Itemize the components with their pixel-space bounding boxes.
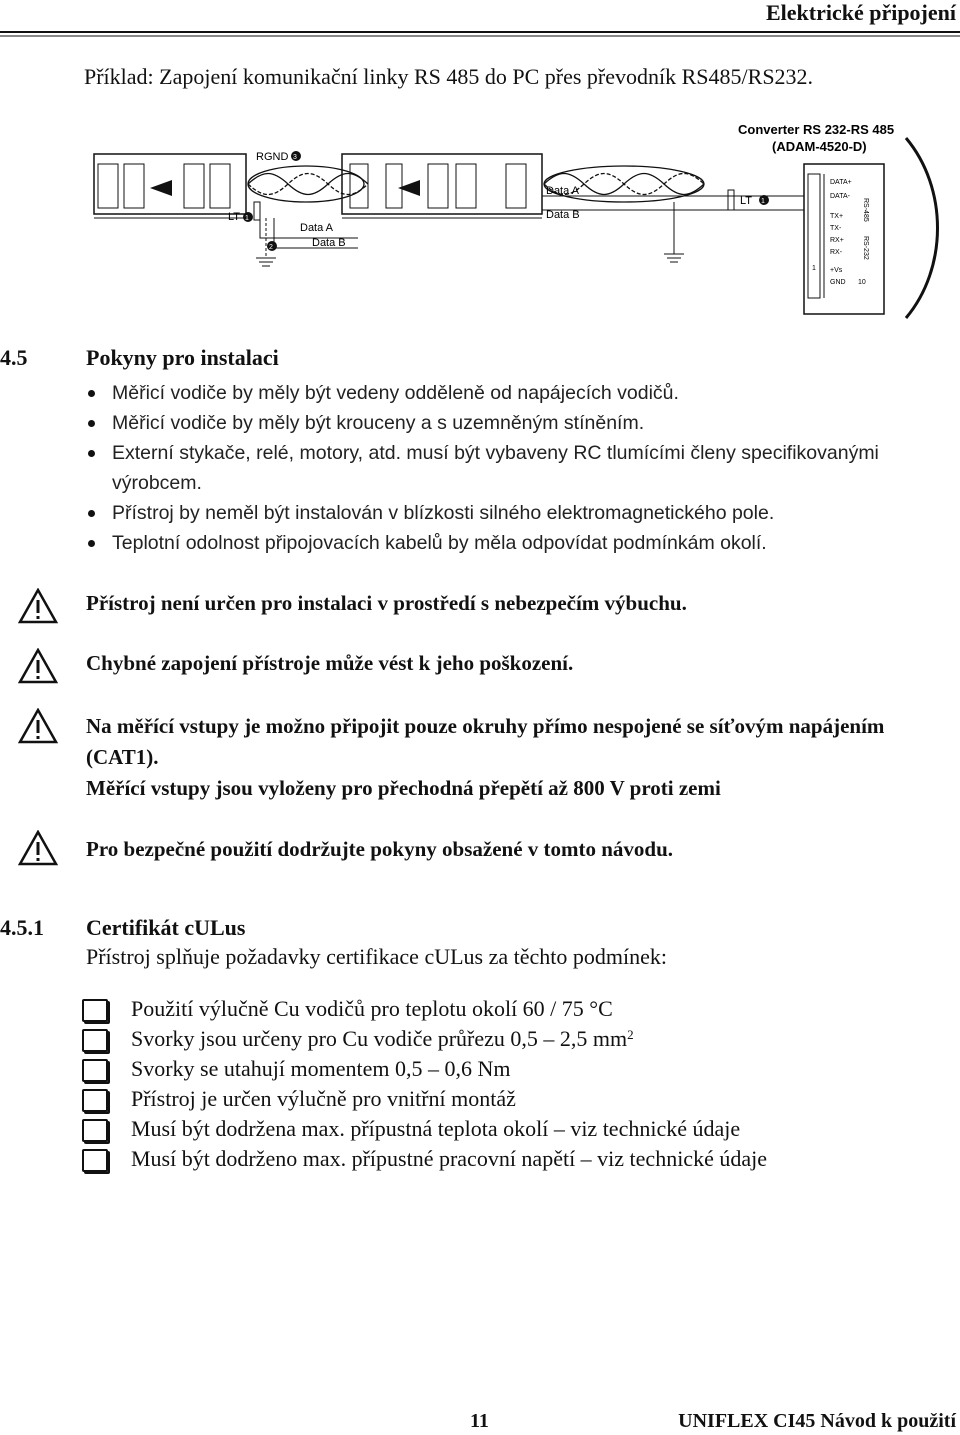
svg-text:10: 10 (858, 279, 866, 286)
lt-label-right: LT (740, 195, 753, 207)
footer-title: UNIFLEX CI45 Návod k použití (678, 1410, 956, 1432)
warning-text: Měřící vstupy jsou vyloženy pro přechodná přepětí až 800 V proti zemi (86, 776, 721, 800)
checkbox-icon (82, 1119, 108, 1142)
list-item: Svorky se utahují momentem 0,5 – 0,6 Nm (82, 1054, 767, 1084)
svg-text:1: 1 (812, 265, 816, 272)
svg-text:GND: GND (830, 279, 846, 286)
data-b-label-left: Data B (312, 237, 346, 249)
svg-text:1: 1 (245, 215, 249, 222)
checkbox-icon (82, 1029, 108, 1052)
cert-intro: Přístroj splňuje požadavky certifikace cULus za těchto podmínek: (86, 944, 667, 969)
rs485-wiring-diagram (88, 118, 960, 322)
data-b-label-right: Data B (546, 209, 580, 221)
subsection-number: 4.5.1 (0, 915, 44, 940)
list-item: Svorky jsou určeny pro Cu vodiče průřezu 0,5 – 2,5 $mm^2$ (82, 1024, 767, 1054)
subsection-title: Certifikát cULus (86, 915, 246, 940)
list-item: Musí být dodrženo max. přípustné pracovní napětí – viz technické údaje (82, 1144, 767, 1174)
data-a-label-left: Data A (300, 222, 334, 234)
terminal-block-2 (342, 154, 542, 218)
checkbox-icon (82, 1089, 108, 1112)
checkbox-icon (82, 1059, 108, 1082)
install-bullets (86, 378, 946, 558)
warning-icon (18, 588, 58, 624)
page-number: 11 (470, 1410, 489, 1432)
header-rule (0, 30, 960, 40)
svg-text:TX+: TX+ (830, 213, 844, 220)
svg-text:2: 2 (269, 244, 273, 251)
svg-text:3: 3 (293, 154, 297, 161)
list-item: Přístroj je určen výlučně pro vnitřní montáž (82, 1084, 767, 1114)
converter-device (804, 138, 938, 318)
svg-text:RS-485: RS-485 (862, 198, 869, 222)
warning-icon (18, 648, 58, 684)
checkbox-icon (82, 999, 108, 1022)
section-number: 4.5 (0, 345, 28, 370)
lt-label-left: LT (228, 211, 241, 223)
terminal-block-1 (94, 154, 246, 218)
list-item: Přístroj by neměl být instalován v blízkosti silného elektromagnetického pole. (86, 498, 946, 528)
header-title: Elektrické připojení (765, 0, 956, 25)
converter-label-2: (ADAM-4520-D) (772, 139, 867, 154)
warning-icon (18, 830, 58, 866)
list-item: Externí stykače, relé, motory, atd. musí být vybaveny RC tlumícími členy specifikovanými výrobcem. (86, 438, 946, 498)
converter-label-1: Converter RS 232-RS 485 (738, 122, 895, 137)
list-item: Teplotní odolnost připojovacích kabelů by měla odpovídat podmínkám okolí. (86, 528, 946, 558)
list-item: Použití výlučně Cu vodičů pro teplotu okolí 60 / 75 °C (82, 994, 767, 1024)
rgnd-label: RGND (256, 151, 289, 163)
svg-text:RS-232: RS-232 (862, 236, 869, 260)
warning-text: Chybné zapojení přístroje může vést k jeho poškození. (86, 651, 574, 675)
checkbox-icon (82, 1149, 108, 1172)
svg-text:RX-: RX- (830, 249, 843, 256)
section-title: Pokyny pro instalaci (86, 345, 279, 370)
svg-text:TX-: TX- (830, 225, 842, 232)
warning-text: Pro bezpečné použití dodržujte pokyny obsažené v tomto návodu. (86, 837, 674, 861)
svg-text:DATA-: DATA- (830, 193, 850, 200)
warning-text: Na měřící vstupy je možno připojit pouze okruhy přímo nespojené se síťovým napájením (CAT1). (86, 714, 885, 769)
svg-text:+Vs: +Vs (830, 267, 843, 274)
list-item: Měřicí vodiče by měly být krouceny a s uzemněným stíněním. (86, 408, 946, 438)
svg-text:RX+: RX+ (830, 237, 844, 244)
svg-text:1: 1 (761, 198, 765, 205)
cert-conditions (82, 994, 767, 1174)
example-caption: Příklad: Zapojení komunikační linky RS 485 do PC přes převodník RS485/RS232. (84, 64, 814, 89)
list-item: Měřicí vodiče by měly být vedeny odděleně od napájecích vodičů. (86, 378, 946, 408)
list-item: Musí být dodržena max. přípustná teplota okolí – viz technické údaje (82, 1114, 767, 1144)
warning-icon (18, 708, 58, 744)
warning-text: Přístroj není určen pro instalaci v prostředí s nebezpečím výbuchu. (86, 591, 687, 615)
svg-text:DATA+: DATA+ (830, 179, 852, 186)
data-a-label-right: Data A (546, 185, 580, 197)
